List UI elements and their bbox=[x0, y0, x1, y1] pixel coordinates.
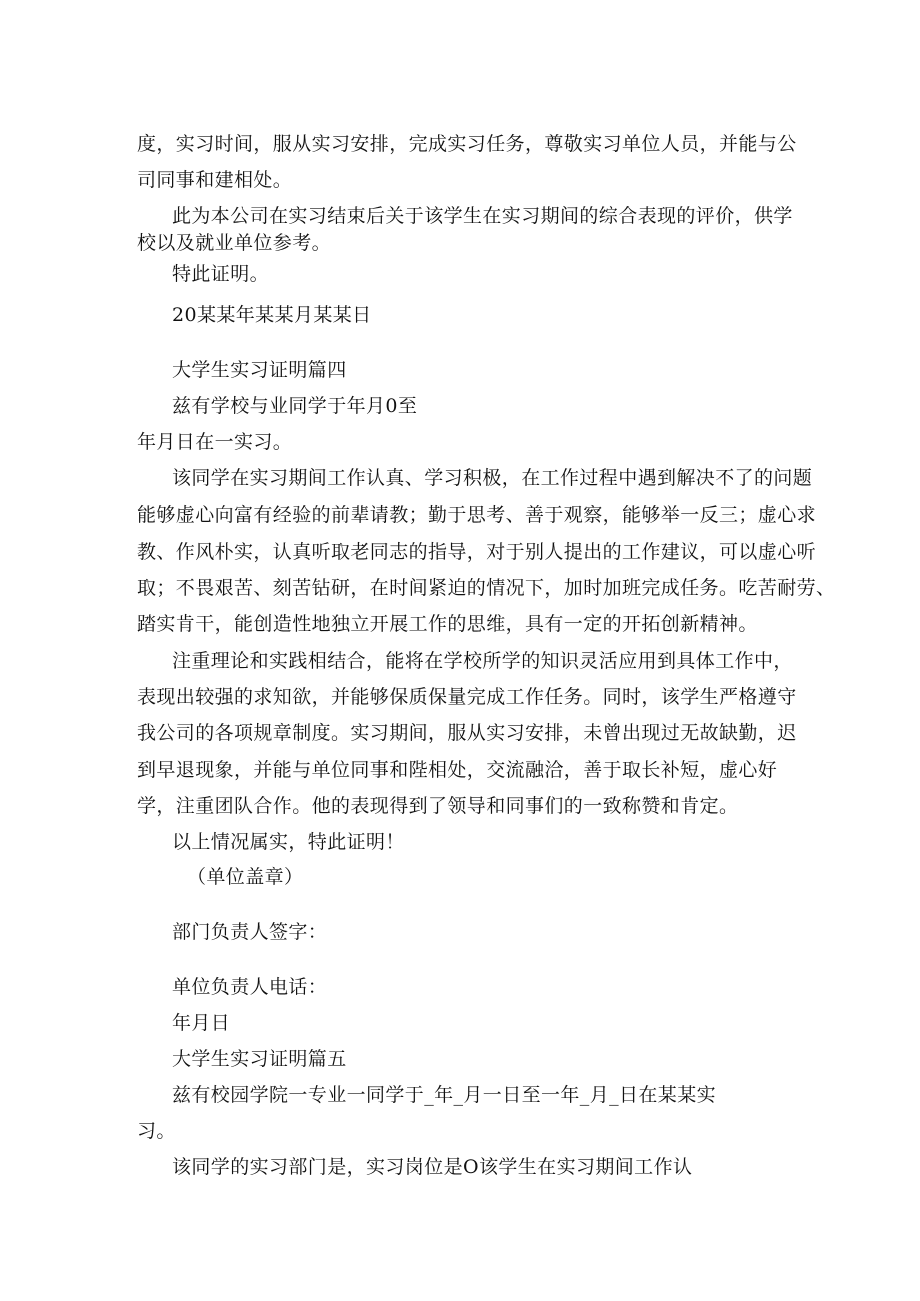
section4-closing: 以上情况属实，特此证明！ bbox=[172, 831, 405, 853]
section4-para1-line-4: 取；不畏艰苦、刻苦钻研，在时间紧迫的情况下，加时加班完成任务。吃苦耐劳、 bbox=[137, 577, 836, 599]
section4-para2-line-2: 表现出较强的求知欲，并能够保质保量完成工作任务。同时，该学生严格遵守 bbox=[137, 686, 797, 708]
continuation-line-2: 司同事和建相处。 bbox=[137, 169, 293, 191]
section4-para2-line-4: 到早退现象，并能与单位同事和陛相处，交流融洽，善于取长补短，虚心好 bbox=[137, 759, 778, 781]
section4-date: 年月日 bbox=[172, 1012, 231, 1034]
section4-para2-line-3: 我公司的各项规章制度。实习期间，服从实习安排，未曾出现过无故缺勤，迟 bbox=[137, 722, 797, 744]
section4-intro-line-1: 兹有学校与业同学于年月0至 bbox=[172, 395, 418, 417]
evaluation-line-1: 此为本公司在实习结束后关于该学生在实习期间的综合表现的评价，供学 bbox=[172, 205, 793, 227]
section5-intro-line-1: 兹有校园学院一专业一同学于_年_月一日至一年_月_日在某某实 bbox=[172, 1084, 717, 1106]
section4-para2-line-1: 注重理论和实践相结合，能将在学校所学的知识灵活应用到具体工作中， bbox=[172, 650, 793, 672]
section4-seal: （单位盖章） bbox=[187, 866, 304, 888]
section5-intro-line-2: 习。 bbox=[137, 1120, 176, 1142]
certify-text: 特此证明。 bbox=[172, 263, 270, 285]
section5-title: 大学生实习证明篇五 bbox=[172, 1048, 347, 1070]
continuation-line-1: 度，实习时间，服从实习安排，完成实习任务，尊敬实习单位人员，并能与公 bbox=[137, 133, 797, 155]
section4-para1-line-2: 能够虚心向富有经验的前辈请教；勤于思考、善于观察，能够举一反三；虚心求 bbox=[137, 504, 817, 526]
section4-dept-signature: 部门负责人签字： bbox=[172, 921, 328, 943]
section4-title: 大学生实习证明篇四 bbox=[172, 359, 347, 381]
section4-intro-line-2: 年月日在一实习。 bbox=[137, 431, 293, 453]
section4-para2-line-5: 学，注重团队合作。他的表现得到了领导和同事们的一致称赞和肯定。 bbox=[137, 795, 739, 817]
section4-para1-line-5: 踏实肯干，能创造性地独立开展工作的思维，具有一定的开拓创新精神。 bbox=[137, 613, 758, 635]
section4-para1-line-1: 该同学在实习期间工作认真、学习积极，在工作过程中遇到解决不了的问题 bbox=[172, 467, 813, 489]
evaluation-line-2: 校以及就业单位参考。 bbox=[137, 232, 332, 254]
section5-para1-line-1: 该同学的实习部门是，实习岗位是O该学生在实习期间工作认 bbox=[172, 1156, 693, 1178]
date-line: 20某某年某某月某某日 bbox=[172, 304, 372, 326]
section4-para1-line-3: 教、作风朴实，认真听取老同志的指导，对于别人提出的工作建议，可以虚心听 bbox=[137, 541, 817, 563]
section4-unit-phone: 单位负责人电话： bbox=[172, 976, 328, 998]
